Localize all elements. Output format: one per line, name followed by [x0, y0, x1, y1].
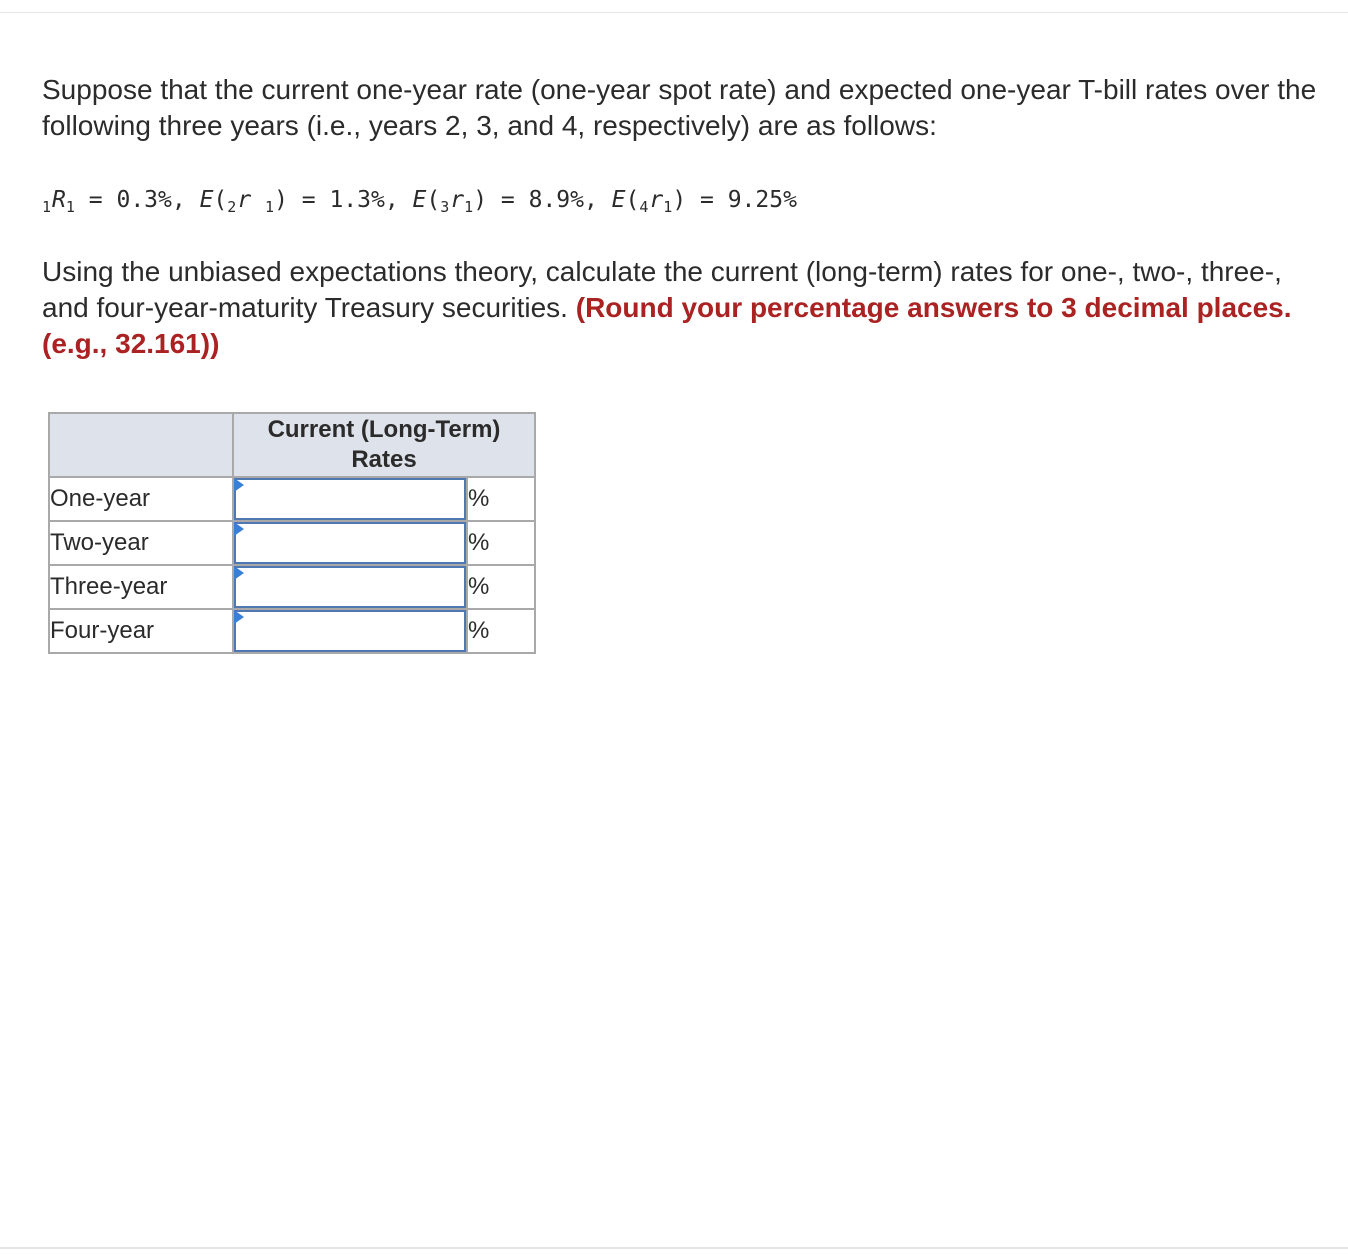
row-label: Four-year — [49, 609, 233, 653]
input-cell — [233, 477, 467, 521]
instructions — [42, 254, 1322, 362]
one-year-rate-input[interactable] — [234, 478, 466, 520]
percent-unit: % — [467, 477, 535, 521]
flag-icon — [234, 566, 244, 580]
header-corner — [49, 413, 233, 477]
table-row — [49, 609, 535, 653]
flag-icon — [234, 610, 244, 624]
answer-table — [48, 412, 536, 654]
input-cell — [233, 609, 467, 653]
problem-intro: Suppose that the current one-year rate (one-year spot rate) and expected one-year T-bill rates over the following three years (i.e., years 2, 3, and 4, respectively) are as follows: — [42, 74, 1317, 141]
rounding-note: (Round your percentage answers to 3 decimal places. (e.g., 32.161)) — [42, 292, 1292, 359]
formula-term-year4: $E(_4r_1) = 9.25\%$ — [611, 187, 797, 216]
three-year-rate-input[interactable] — [234, 566, 466, 608]
flag-icon — [234, 522, 244, 536]
rates-formula: $_1R_1 = 0.3\%$, $E(_2r$ $_1$) = 1.3%, $E(_3r_1) = 8.9\%$, $E(_4r_1) = 9.25\%$ — [42, 187, 797, 216]
table-row — [49, 477, 535, 521]
input-cell — [233, 521, 467, 565]
row-label: One-year — [49, 477, 233, 521]
formula-term-year2: $E(_2r$ $_1$) = 1.3% — [199, 187, 385, 216]
table-row — [49, 565, 535, 609]
row-label: Three-year — [49, 565, 233, 609]
two-year-rate-input[interactable] — [234, 522, 466, 564]
table-row — [49, 521, 535, 565]
input-cell — [233, 565, 467, 609]
row-label: Two-year — [49, 521, 233, 565]
four-year-rate-input[interactable] — [234, 610, 466, 652]
column-header: Current (Long-Term) Rates — [233, 413, 535, 477]
percent-unit: % — [467, 609, 535, 653]
top-divider — [0, 12, 1348, 13]
flag-icon — [234, 478, 244, 492]
instructions-text: Using the unbiased expectations theory, calculate the current (long-term) rates for one-, two-, three-, and four-year-maturity Treasury securities. — [42, 256, 1282, 323]
formula-term-year3: $E(_3r_1) = 8.9\%$ — [412, 187, 584, 216]
bottom-divider — [0, 1247, 1348, 1249]
percent-unit: % — [467, 521, 535, 565]
percent-unit: % — [467, 565, 535, 609]
formula-term-spot: $_1R_1 = 0.3\%$ — [42, 187, 172, 216]
